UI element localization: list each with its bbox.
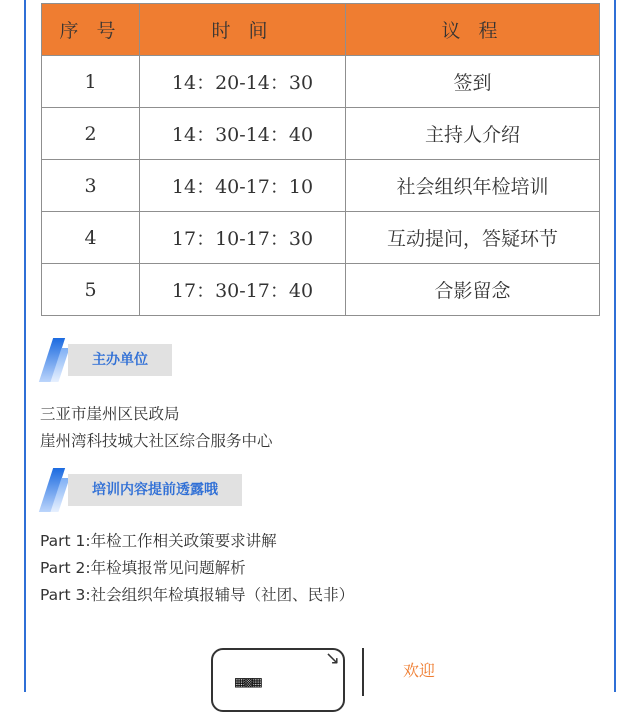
row-index: 4 — [42, 212, 140, 264]
row-topic: 签到 — [346, 56, 600, 108]
row-time: 17：30-17：40 — [140, 264, 346, 316]
header-index: 序 号 — [42, 4, 140, 56]
qr-code-card[interactable] — [211, 648, 345, 712]
table-row — [42, 264, 600, 316]
frame-left-border — [24, 0, 26, 692]
qr-code-icon: ▦▩▦ — [235, 672, 261, 691]
row-topic: 互动提问，答疑环节 — [346, 212, 600, 264]
preview-section-label — [42, 472, 442, 506]
row-time: 14：20-14：30 — [140, 56, 346, 108]
agenda-header-row — [42, 4, 600, 56]
row-time: 14：40-17：10 — [140, 160, 346, 212]
organizer-list — [40, 401, 273, 455]
agenda-table — [41, 3, 600, 316]
frame-right-border — [614, 0, 616, 692]
organizer-line: 三亚市崖州区民政局 — [40, 405, 180, 423]
table-row — [42, 160, 600, 212]
preview-line: Part 3:社会组织年检填报辅导（社团、民非） — [40, 586, 355, 604]
preview-line: Part 2:年检填报常见问题解析 — [40, 559, 246, 577]
row-index: 2 — [42, 108, 140, 160]
row-time: 17：10-17：30 — [140, 212, 346, 264]
organizer-line: 崖州湾科技城大社区综合服务中心 — [40, 432, 273, 450]
preview-list — [40, 528, 354, 609]
row-index: 3 — [42, 160, 140, 212]
table-row — [42, 56, 600, 108]
organizer-title: 主办单位 — [68, 344, 172, 376]
divider — [362, 648, 364, 696]
header-topic: 议 程 — [346, 4, 600, 56]
preview-title: 培训内容提前透露哦 — [68, 474, 242, 506]
row-time: 14：30-14：40 — [140, 108, 346, 160]
row-index: 1 — [42, 56, 140, 108]
table-row — [42, 108, 600, 160]
row-topic: 合影留念 — [346, 264, 600, 316]
row-index: 5 — [42, 264, 140, 316]
organizer-section-label — [42, 342, 442, 376]
row-topic: 主持人介绍 — [346, 108, 600, 160]
row-topic: 社会组织年检培训 — [346, 160, 600, 212]
welcome-text: 欢迎 — [403, 661, 436, 680]
preview-line: Part 1:年检工作相关政策要求讲解 — [40, 532, 277, 550]
table-row — [42, 212, 600, 264]
hook-icon: ↘ — [325, 648, 341, 669]
header-time: 时 间 — [140, 4, 346, 56]
